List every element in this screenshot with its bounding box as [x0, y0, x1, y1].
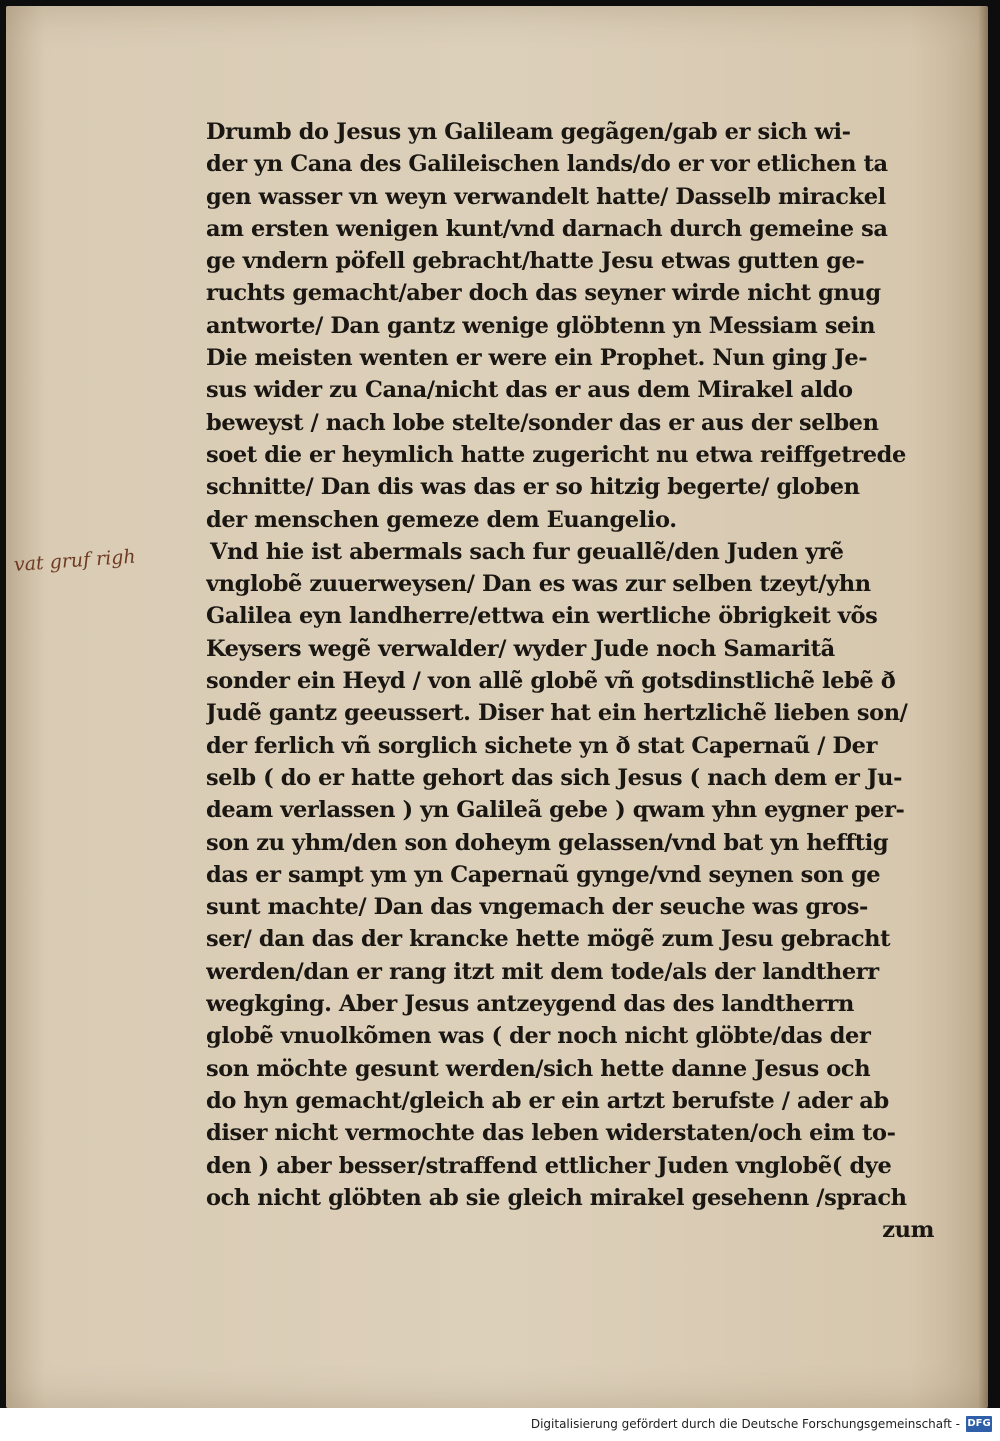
body-text [206, 116, 946, 1246]
text-line: Galilea eyn landherre/ettwa ein wertliche öbrigkeit võs [206, 603, 878, 630]
text-line: den ) aber besser/straffend ettlicher Juden vnglobẽ( dye [206, 1152, 892, 1179]
funding-credit: Digitalisierung gefördert durch die Deutsche Forschungsgemeinschaft - [530, 1417, 960, 1431]
text-line: ruchts gemacht/aber doch das seyner wirde nicht gnug [206, 280, 881, 307]
text-line-paragraph-start: Vnd hie ist abermals sach fur geuallẽ/den Juden yrẽ [210, 538, 844, 565]
handwritten-marginal-note: vat gruf righ [13, 545, 137, 576]
text-line: am ersten wenigen kunt/vnd darnach durch gemeine sa [206, 215, 888, 242]
text-line: Drumb do Jesus yn Galileam gegãgen/gab er sich wi- [206, 119, 851, 145]
text-line: wegkging. Aber Jesus antzeygend das des landtherrn [206, 991, 854, 1018]
book-page [6, 6, 988, 1408]
text-line: sonder ein Heyd / von allẽ globẽ vñ gotsdinstlichẽ lebẽ ð [206, 668, 896, 695]
text-line: Keysers wegẽ verwalder/ wyder Jude noch Samaritã [206, 635, 835, 662]
dfg-logo: DFG [966, 1416, 992, 1432]
text-line: schnitte/ Dan dis was das er so hitzig begerte/ globen [206, 474, 860, 501]
text-line: och nicht glöbten ab sie gleich mirakel gesehenn /sprach [206, 1184, 907, 1211]
text-line: globẽ vnuolkõmen was ( der noch nicht glöbte/das der [206, 1023, 871, 1050]
text-line: das er sampt ym yn Capernaũ gynge/vnd seynen son ge [206, 861, 881, 888]
text-line: son möchte gesunt werden/sich hette danne Jesus och [206, 1055, 871, 1082]
text-line: vnglobẽ zuuerweysen/ Dan es was zur selben tzeyt/yhn [206, 571, 871, 598]
text-line: ser/ dan das der krancke hette mögẽ zum Jesu gebracht [206, 926, 891, 953]
text-line: Judẽ gantz geeussert. Diser hat ein hertzlichẽ lieben son/ [206, 700, 908, 727]
text-line: deam verlassen ) yn Galileã gebe ) qwam yhn eygner per- [206, 797, 905, 824]
text-line: sus wider zu Cana/nicht das er aus dem Mirakel aldo [206, 377, 853, 404]
page-gutter-edge [978, 6, 988, 1408]
text-line: der ferlich vñ sorglich sichete yn ð stat Capernaũ / Der [206, 732, 878, 759]
text-line: ge vndern pöfell gebracht/hatte Jesu etwas gutten ge- [206, 248, 865, 275]
text-line: beweyst / nach lobe stelte/sonder das er aus der selben [206, 409, 879, 436]
text-line: Die meisten wenten er were ein Prophet. Nun ging Je- [206, 345, 868, 372]
text-line: soet die er heymlich hatte zugericht nu etwa reiffgetrede [206, 441, 906, 468]
footer-bar [0, 1408, 1000, 1441]
text-line: antworte/ Dan gantz wenige glöbtenn yn Messiam sein [206, 312, 876, 339]
text-line: werden/dan er rang itzt mit dem tode/als der landtherr [206, 958, 879, 985]
text-line: gen wasser vn weyn verwandelt hatte/ Dasselb mirackel [206, 183, 886, 210]
text-line: der menschen gemeze dem Euangelio. [206, 506, 677, 533]
text-line: do hyn gemacht/gleich ab er ein artzt berufste / ader ab [206, 1087, 889, 1114]
catchword: zum [882, 1217, 934, 1244]
text-line: sunt machte/ Dan das vngemach der seuche was gros- [206, 894, 868, 921]
text-line: son zu yhm/den son doheym gelassen/vnd bat yn hefftig [206, 829, 889, 856]
text-line: selb ( do er hatte gehort das sich Jesus ( nach dem er Ju- [206, 764, 903, 791]
text-line: der yn Cana des Galileischen lands/do er vor etlichen ta [206, 151, 888, 178]
text-line: diser nicht vermochte das leben widerstaten/och eim to- [206, 1120, 896, 1147]
